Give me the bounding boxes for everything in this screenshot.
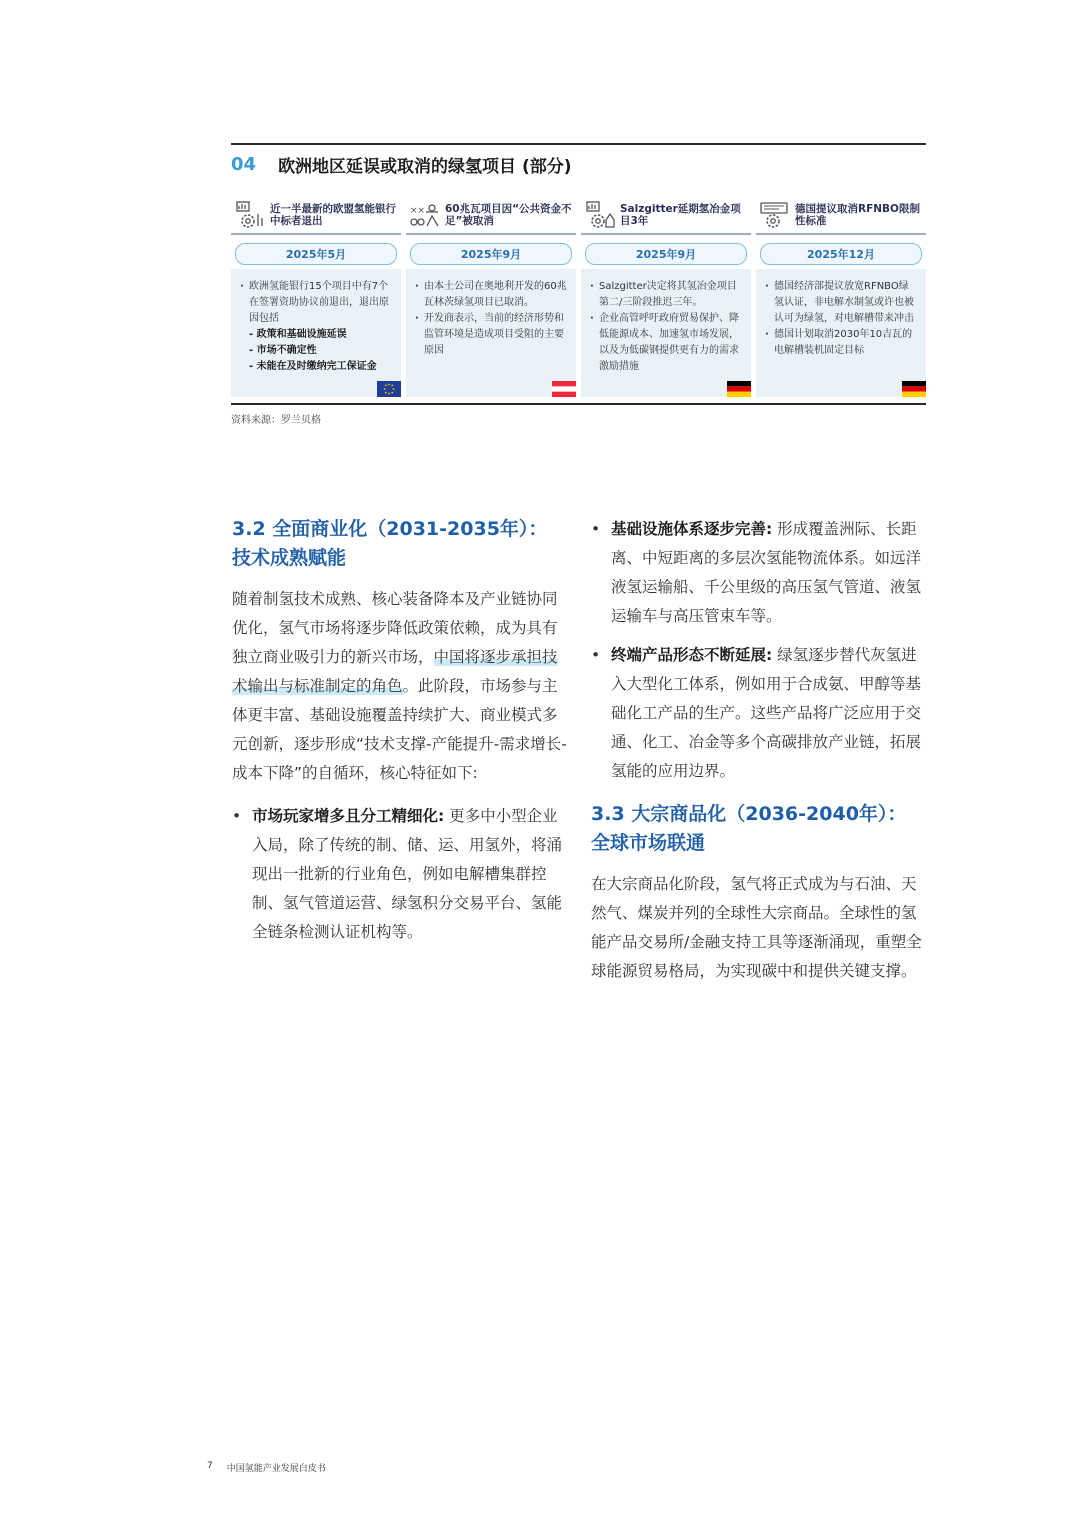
card-body bbox=[406, 269, 576, 397]
austria-flag-icon bbox=[552, 381, 576, 397]
card-bullet: · 欧洲氢能银行15个项目中有7个在签署资助协议前退出，退出原因包括 bbox=[239, 279, 393, 327]
bullet-text: 绿氢逐步替代灰氢进入大型化工体系，例如用于合成氨、甲醇等基础化工产品的生产。这些产品将广泛应用于交通、化工、冶金等多个高碳排放产业链，拓展氢能的应用边界。 bbox=[611, 646, 922, 780]
bullet-lead: 终端产品形态不断延展: bbox=[611, 646, 773, 664]
left-column bbox=[232, 515, 567, 947]
card-body bbox=[581, 269, 751, 397]
eu-flag-icon bbox=[377, 381, 401, 397]
card-header bbox=[406, 197, 576, 235]
document-gear-icon bbox=[759, 200, 791, 230]
card-header bbox=[581, 197, 751, 235]
card-title: 60兆瓦项目因“公共资金不足”被取消 bbox=[445, 203, 572, 227]
figure-bottom-rule bbox=[231, 403, 926, 405]
heading-line: 全球市场联通 bbox=[591, 832, 706, 854]
gear-chart-icon bbox=[584, 200, 616, 230]
gear-chart-icon bbox=[234, 200, 266, 230]
figure-title bbox=[231, 145, 926, 183]
card-bullet: · 企业高管呼吁政府贸易保护、降低能源成本、加速氢市场发展，以及为低碳钢提供更有力的需求激励措施 bbox=[589, 311, 743, 375]
project-card bbox=[756, 197, 926, 397]
card-bullet: · 开发商表示，当前的经济形势和监管环境是造成项目受阻的主要原因 bbox=[414, 311, 568, 359]
bullet-item bbox=[232, 802, 567, 947]
card-sub-item: - 市场不确定性 bbox=[249, 345, 317, 356]
bullet-lead: 基础设施体系逐步完善: bbox=[611, 520, 773, 538]
card-date: 2025年5月 bbox=[235, 243, 397, 265]
figure-title-text: 欧洲地区延误或取消的绿氢项目 (部分) bbox=[278, 156, 572, 177]
card-sub-item: - 政策和基础设施延误 bbox=[249, 329, 347, 340]
bullet-lead: 市场玩家增多且分工精细化: bbox=[252, 807, 445, 825]
heading-line: 技术成熟赋能 bbox=[232, 547, 347, 569]
card-title: 近一半最新的欧盟氢能银行中标者退出 bbox=[270, 203, 396, 227]
highlighted-text: 中国将逐步承担技术输出与标准制定的角色 bbox=[232, 648, 558, 695]
figure-number: 04 bbox=[231, 153, 257, 175]
bullet-text: 更多中小型企业入局，除了传统的制、储、运、用氢外，将涌现出一批新的行业角色，例如电解槽集群控制、氢气管道运营、绿氢积分交易平台、氢能全链条检测认证机构等。 bbox=[252, 807, 563, 941]
paragraph-text: 随着制氢技术成熟、核心装备降本及产业链协同优化，氢气市场将逐步降低政策依赖，成为具有独立商业吸引力的新兴市场， bbox=[232, 590, 558, 666]
figure-source: 资料来源：罗兰贝格 bbox=[231, 414, 321, 426]
heading-line: 3.3 大宗商品化（2036-2040年）： bbox=[591, 803, 907, 825]
card-date: 2025年9月 bbox=[410, 243, 572, 265]
section-paragraph bbox=[232, 585, 567, 788]
card-header bbox=[231, 197, 401, 235]
card-sub-item: - 未能在及时缴纳完工保证金 bbox=[249, 361, 377, 372]
card-bullet: · 德国计划取消2030年10吉瓦的电解槽装机固定目标 bbox=[764, 327, 918, 359]
section-paragraph: 在大宗商品化阶段，氢气将正式成为与石油、天然气、煤炭并列的全球性大宗商品。全球性的氢能产品交易所/金融支持工具等逐渐涌现，重塑全球能源贸易格局，为实现碳中和提供关键支撑。 bbox=[591, 875, 922, 980]
document-title: 中国氢能产业发展白皮书 bbox=[226, 1464, 326, 1474]
card-header bbox=[756, 197, 926, 235]
page-footer bbox=[207, 1461, 326, 1474]
bullet-item bbox=[591, 515, 926, 631]
germany-flag-icon bbox=[727, 381, 751, 397]
paragraph-text: 。此阶段，市场参与主体更丰富、基础设施覆盖持续扩大、商业模式多元创新，逐步形成“技术支撑-产能提升-需求增长-成本下降”的自循环，核心特征如下: bbox=[232, 677, 567, 782]
right-column bbox=[591, 515, 926, 986]
bullet-text: 形成覆盖洲际、长距离、中短距离的多层次氢能物流体系。如远洋液氢运输船、千公里级的高压氢气管道、液氢运输车与高压管束车等。 bbox=[611, 520, 922, 625]
card-body bbox=[231, 269, 401, 397]
section-heading-3-2 bbox=[232, 515, 567, 573]
card-bullet: · 德国经济部提议放宽RFNBO绿氢认证，非电解水制氢或许也被认可为绿氢，对电解槽带来冲击 bbox=[764, 279, 918, 327]
card-date: 2025年9月 bbox=[585, 243, 747, 265]
figure-04 bbox=[231, 143, 926, 426]
card-title: 德国提议取消RFNBO限制性标准 bbox=[795, 203, 920, 227]
page-number: 7 bbox=[207, 1461, 213, 1471]
svg-text:××: ×× bbox=[410, 206, 426, 216]
card-title: Salzgitter延期氢冶金项目3年 bbox=[620, 203, 741, 227]
card-date: 2025年12月 bbox=[760, 243, 922, 265]
card-bullet: · 由本土公司在奥地利开发的60兆瓦林茨绿氢项目已取消。 bbox=[414, 279, 568, 311]
bullet-item bbox=[591, 641, 926, 786]
card-body bbox=[756, 269, 926, 397]
card-bullet: · Salzgitter决定将其氢冶金项目第二/三阶段推迟三年。 bbox=[589, 279, 743, 311]
project-card bbox=[406, 197, 576, 397]
section-heading-3-3 bbox=[591, 800, 926, 858]
germany-flag-icon bbox=[902, 381, 926, 397]
project-card bbox=[231, 197, 401, 397]
project-card bbox=[581, 197, 751, 397]
project-cards bbox=[231, 197, 926, 397]
heading-line: 3.2 全面商业化（2031-2035年）： bbox=[232, 518, 548, 540]
money-cross-icon bbox=[409, 200, 441, 230]
